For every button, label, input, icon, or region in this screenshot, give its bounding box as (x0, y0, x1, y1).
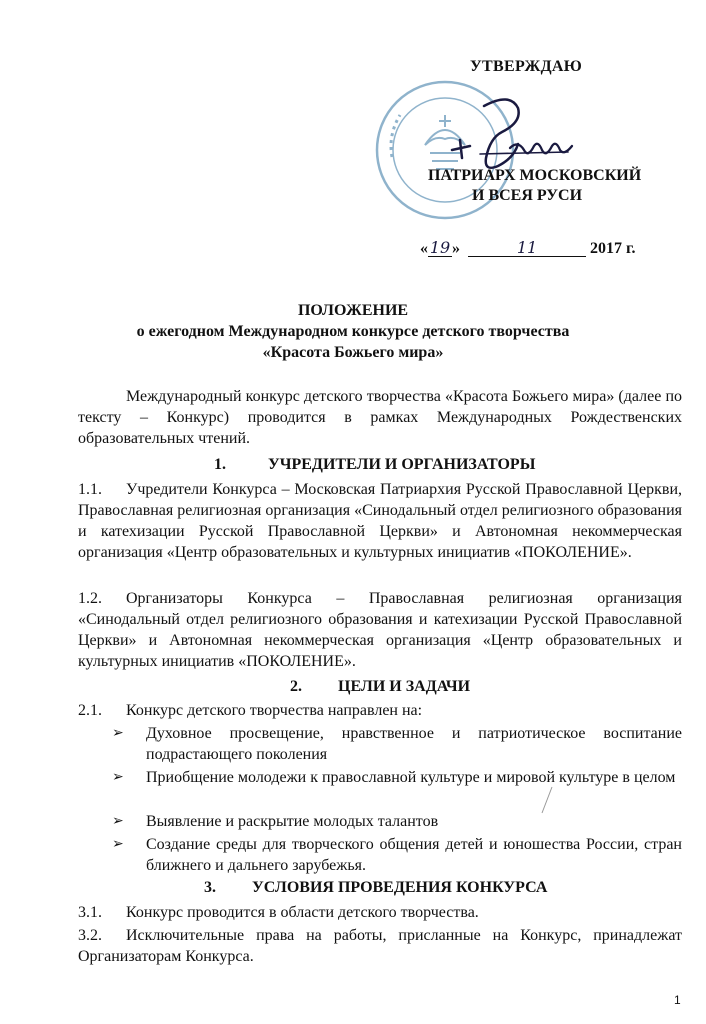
date-day: 19 (429, 238, 451, 257)
bullet-text: Выявление и раскрытие молодых талантов (146, 813, 439, 830)
approval-heading: УТВЕРЖДАЮ (470, 58, 583, 75)
section-label: ЦЕЛИ И ЗАДАЧИ (338, 678, 471, 695)
clause-number: 2.1. (78, 702, 102, 719)
clause-text: Организаторы Конкурса – Православная религиозная организация «Синодальный отдел религиозного образования и катехизации Русской Православной Церкви» и Автономная некоммерческая организация «Центр образовательных и культурных инициатив «ПОКОЛЕНИЕ». (78, 590, 682, 670)
date-month: 11 (516, 238, 538, 257)
section-label: УСЛОВИЯ ПРОВЕДЕНИЯ КОНКУРСА (252, 879, 548, 896)
intro-paragraph: Международный конкурс детского творчества «Красота Божьего мира» (далее по тексту – Конкурс) проводится в рамках Международных Рождественских образовательных чтений. (78, 388, 682, 447)
arrow-bullet-icon: ➢ (112, 837, 124, 852)
contest-name: «Красота Божьего мира» (262, 344, 444, 361)
clause-text: Учредители Конкурса – Московская Патриархия Русской Православной Церкви, Православная религиозная организация «Синодальный отдел религиозного образования и катехизации Русской Православной Церкви» и Автономная некоммерческая организация «Центр образовательных и культурных инициатив «ПОКОЛЕНИЕ». (78, 481, 682, 561)
clause-1-2 (78, 588, 682, 672)
clause-number: 1.1. (78, 481, 102, 498)
clause-3-1 (78, 902, 682, 923)
bullet-text: Духовное просвещение, нравственное и патриотическое воспитание подрастающего поколения (146, 725, 682, 763)
handwritten-signature-icon (440, 88, 580, 178)
bullet-text: Создание среды для творческого общения детей и юношества России, стран ближнего и дальнего зарубежья. (146, 836, 682, 874)
pen-mark-icon (536, 785, 556, 815)
arrow-bullet-icon: ➢ (112, 770, 124, 785)
section-label: УЧРЕДИТЕЛИ И ОРГАНИЗАТОРЫ (268, 456, 536, 473)
clause-text: Конкурс проводится в области детского творчества. (126, 904, 479, 921)
approver-title-line2: И ВСЕЯ РУСИ (472, 187, 583, 204)
document-title: ПОЛОЖЕНИЕ (297, 302, 409, 319)
date-year: 2017 г. (590, 240, 636, 257)
date-open-quote: « (420, 240, 428, 257)
clause-number: 1.2. (78, 590, 102, 607)
bullet-text: Приобщение молодежи к православной культуре и мировой культуре в целом (146, 769, 676, 786)
approval-date (420, 238, 635, 258)
section-number: 2. (290, 678, 302, 695)
clause-3-2 (78, 925, 682, 967)
arrow-bullet-icon: ➢ (112, 726, 124, 741)
approver-title-line1: ПАТРИАРХ МОСКОВСКИЙ (428, 167, 642, 184)
clause-1-1 (78, 479, 682, 563)
clause-number: 3.2. (78, 927, 102, 944)
arrow-bullet-icon: ➢ (112, 814, 124, 829)
page-number: 1 (674, 993, 681, 1007)
section-number: 3. (204, 879, 216, 896)
clause-number: 3.1. (78, 904, 102, 921)
date-close-quote: » (452, 240, 460, 257)
document-subtitle: о ежегодном Международном конкурсе детского творчества (136, 323, 570, 340)
section-number: 1. (214, 456, 226, 473)
clause-2-1 (78, 700, 682, 721)
clause-text: Исключительные права на работы, присланные на Конкурс, принадлежат Организаторам Конкурса. (78, 927, 682, 965)
clause-text: Конкурс детского творчества направлен на: (126, 702, 423, 719)
